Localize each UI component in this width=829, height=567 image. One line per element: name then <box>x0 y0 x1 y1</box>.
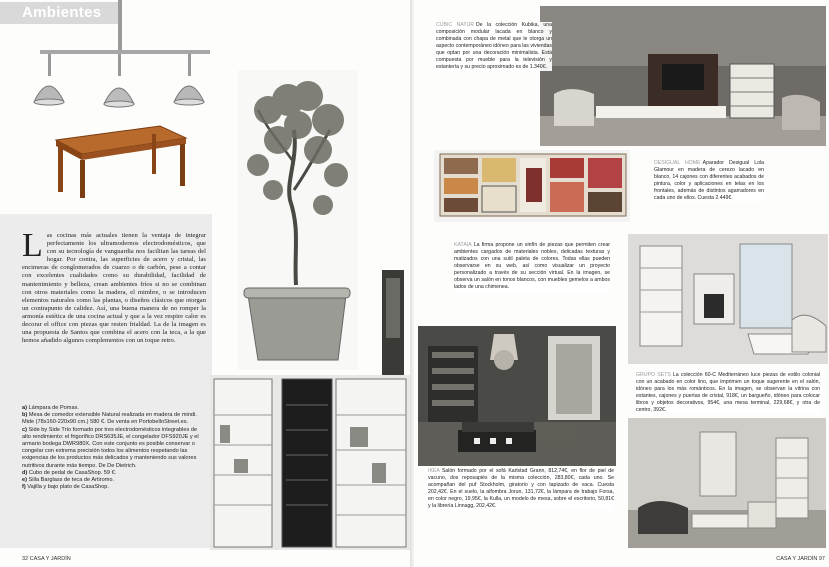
fridge-photo <box>210 375 410 550</box>
product-list <box>22 405 206 491</box>
chair-photo <box>378 270 410 380</box>
list-item: e) Silla Barglass de teca de Artiromo. <box>22 477 115 484</box>
list-item: d) Cubo de pedal de CasaShop. 59 €. <box>22 469 117 476</box>
list-item: c) Side by Side Trío formado por tres electrodomésticos integrables de alto rendimiento: el frigorífico DRS635JE, el congelador DFS920JE y el armario bodega DWR980X. Con este conjunto es posible conservar o congelar con extrema precisión todos los alimentos respetando las exigencias de los productos más delicados y manteniendo sus valores nutritivos durante más tiempo. De De Dietrich. <box>22 426 199 469</box>
article-body <box>22 227 206 345</box>
caption-kataia: KATAIA La firma propone un sinfín de piezas que permiten crear ambientes cargados de materiales nobles, delicadas texturas y matizados con una sutil paleta de colores. Todas ellas pueden observarse en su web, así como visualizar un proyecto personalizado a través de su sección virtual. En la imagen, se observa un salón en tonos blancos, con muebles gemelos a ambos lados de una chimenea. <box>454 242 610 290</box>
pendant-lamp-photo <box>20 0 230 112</box>
section-title: Ambientes <box>22 4 102 21</box>
left-page <box>0 0 412 567</box>
page-folio-right: CASA Y JARDÍN 97 <box>776 556 825 562</box>
right-page <box>414 0 829 567</box>
colonial-living-room-photo <box>628 418 826 548</box>
caption-ikea: IKEA Salón formado por el sofá Karlstad Grann, 812,74€, en flor de piel de vacuno, dos reposapiés de la misma colección, 283,80€, cada uno. Se acompañan del puf Stockholm, giratorio y con tapizado de vaca. Cuesta 202,42€. En el suelo, la alfombra Jorun, 131,72€, la lámpara de trabajo Forsa, en color negro, 19,95€, la Kulla, un modelo de mesa, sobre el escritorio, 50,81€ y la librería Linnagg, 202,42€. <box>428 468 614 509</box>
olive-tree-photo <box>238 70 358 370</box>
dark-living-room-photo <box>418 326 616 466</box>
list-item: a) Lámpara de Pomax. <box>22 405 79 411</box>
caption-cubic: CUBIC NATUR De la colección Kubika, una composición modular lacada en blanco y combinada con chapa de metal que le otorga un aspecto contemporáneo idóneo para las viviendas que optan por una decoración minimalista. Está compuesta por mueble para la televisión y estantería y su precio aproximado es de 1.340€. <box>436 22 552 70</box>
white-living-room-photo <box>628 234 828 364</box>
list-item: b) Mesa de comedor extensible Natural realizada en madera de mindi. Mide (78x160-220x90 cm.) 580 €. De venta en PortobelloStreet.es. <box>22 412 197 426</box>
page-folio-left: 32 CASA Y JARDÍN <box>22 556 71 562</box>
caption-grupo-sets: GRUPO SETS La colección 60-C Mediterráneo luce piezas de estilo colonial con un acabado en color lino, que imprimen un toque sugerente en el salón, idóneo para los más románticos. En la imagen, se observan la vitrina con estantes, cajones y puertas de cristal, 918€, un bargueño, idóneo para colocar libros y objetos decorativos, 954€, una mesa terminal, 229,68€, y otra de centro, 392€. <box>636 372 821 413</box>
sideboard-photo <box>434 150 630 222</box>
intro-text: as cocinas más actuales tienen la ventaja de integrar perfectamente los ultramodernos electrodomésticos, que con su tecnología de vanguardia nos facilitan las tareas del hogar. Por contra, las superficies de acero y cristal, las encimeras de conglomerados de cuarzo o de carbón, pese a contar con excelentes cualidades como su durabilidad, facilidad de mantenimiento y belleza, crean ambientes fríos si no se combinan con otros materiales como la madera, el mimbre, o se introducen elementos naturales como las plantas, o diseños clásicos que otorgan un contrapunto de calidez. Así, una buena manera de no romper la armonía estética de una cocina actual y que a la vez respire calor es decorar el office con piezas que resten frialdad. La de la imagen es una propuesta de Santos que combina el acero con la teca, a la que hemos añadido algunos complementos con un toque retro. <box>22 232 206 345</box>
wood-table-photo <box>48 122 190 200</box>
list-item: f) Vajilla y bajo plato de CasaShop. <box>22 484 109 491</box>
dropcap: L <box>22 227 43 264</box>
tv-unit-photo <box>540 6 826 146</box>
caption-desigual: DESIGUAL HOME Aparador Desigual Lola Glamour en madera de cerezo lacado en blanco, 14 cajones con diferentes acabados de pintura, color y aplicaciones en telas en los frontales, además de distintos agarradores en cada uno de ellos. Cuesta 2.449€. <box>654 160 764 201</box>
